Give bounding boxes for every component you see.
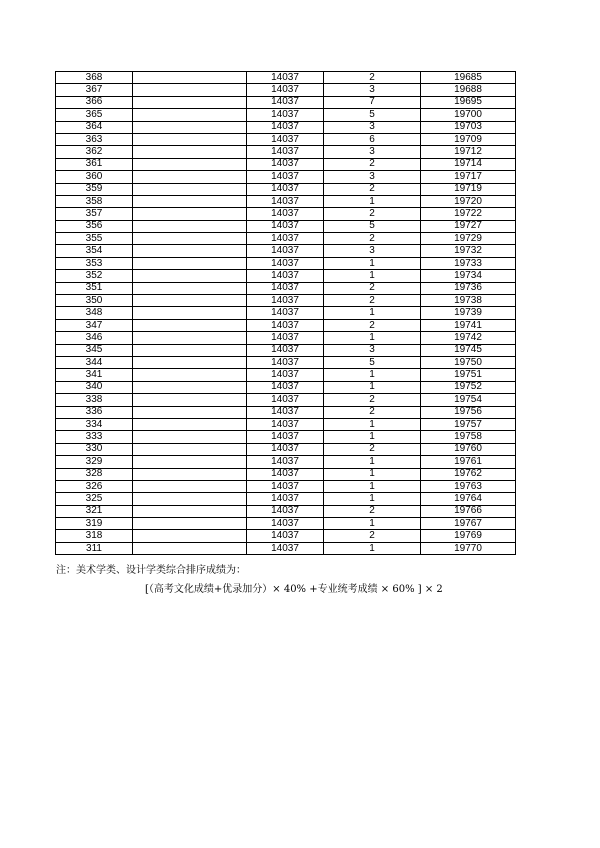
table-row bbox=[56, 418, 516, 430]
cumulative-cell: 19756 bbox=[421, 406, 516, 418]
cumulative-cell: 19752 bbox=[421, 381, 516, 393]
blank-cell bbox=[133, 518, 247, 530]
cumulative-cell: 19750 bbox=[421, 356, 516, 368]
cumulative-cell: 19703 bbox=[421, 121, 516, 133]
score-cell: 333 bbox=[56, 431, 133, 443]
cumulative-cell: 19763 bbox=[421, 480, 516, 492]
table-row bbox=[56, 295, 516, 307]
score-cell: 368 bbox=[56, 72, 133, 84]
cumulative-cell: 19769 bbox=[421, 530, 516, 542]
cumulative-cell: 19764 bbox=[421, 493, 516, 505]
count-cell: 1 bbox=[324, 480, 421, 492]
count-cell: 5 bbox=[324, 356, 421, 368]
plan-cell: 14037 bbox=[247, 233, 324, 245]
score-cell: 360 bbox=[56, 171, 133, 183]
cumulative-cell: 19760 bbox=[421, 443, 516, 455]
score-cell: 352 bbox=[56, 270, 133, 282]
cumulative-cell: 19738 bbox=[421, 295, 516, 307]
count-cell: 2 bbox=[324, 319, 421, 331]
plan-cell: 14037 bbox=[247, 406, 324, 418]
plan-cell: 14037 bbox=[247, 381, 324, 393]
blank-cell bbox=[133, 480, 247, 492]
blank-cell bbox=[133, 381, 247, 393]
count-cell: 1 bbox=[324, 493, 421, 505]
score-cell: 355 bbox=[56, 233, 133, 245]
cumulative-cell: 19734 bbox=[421, 270, 516, 282]
count-cell: 2 bbox=[324, 208, 421, 220]
table-row bbox=[56, 542, 516, 554]
score-cell: 328 bbox=[56, 468, 133, 480]
count-cell: 1 bbox=[324, 542, 421, 554]
count-cell: 3 bbox=[324, 146, 421, 158]
plan-cell: 14037 bbox=[247, 431, 324, 443]
plan-cell: 14037 bbox=[247, 208, 324, 220]
blank-cell bbox=[133, 319, 247, 331]
table-row bbox=[56, 344, 516, 356]
count-cell: 1 bbox=[324, 456, 421, 468]
blank-cell bbox=[133, 245, 247, 257]
plan-cell: 14037 bbox=[247, 72, 324, 84]
blank-cell bbox=[133, 369, 247, 381]
score-cell: 365 bbox=[56, 109, 133, 121]
count-cell: 1 bbox=[324, 369, 421, 381]
blank-cell bbox=[133, 344, 247, 356]
plan-cell: 14037 bbox=[247, 195, 324, 207]
blank-cell bbox=[133, 356, 247, 368]
blank-cell bbox=[133, 332, 247, 344]
score-cell: 357 bbox=[56, 208, 133, 220]
cumulative-cell: 19736 bbox=[421, 282, 516, 294]
score-cell: 362 bbox=[56, 146, 133, 158]
count-cell: 3 bbox=[324, 344, 421, 356]
table-row bbox=[56, 84, 516, 96]
table-row bbox=[56, 257, 516, 269]
table-row bbox=[56, 332, 516, 344]
score-cell: 359 bbox=[56, 183, 133, 195]
table-row bbox=[56, 171, 516, 183]
plan-cell: 14037 bbox=[247, 158, 324, 170]
blank-cell bbox=[133, 84, 247, 96]
count-cell: 1 bbox=[324, 518, 421, 530]
blank-cell bbox=[133, 530, 247, 542]
count-cell: 1 bbox=[324, 195, 421, 207]
count-cell: 2 bbox=[324, 295, 421, 307]
footnote-formula: [（高考文化成绩+优录加分）× 40% +专业统考成绩 × 60% ] × 2 bbox=[145, 584, 443, 595]
count-cell: 1 bbox=[324, 418, 421, 430]
plan-cell: 14037 bbox=[247, 282, 324, 294]
blank-cell bbox=[133, 418, 247, 430]
plan-cell: 14037 bbox=[247, 468, 324, 480]
score-cell: 366 bbox=[56, 96, 133, 108]
count-cell: 3 bbox=[324, 245, 421, 257]
blank-cell bbox=[133, 195, 247, 207]
blank-cell bbox=[133, 208, 247, 220]
table-row bbox=[56, 109, 516, 121]
plan-cell: 14037 bbox=[247, 394, 324, 406]
count-cell: 1 bbox=[324, 257, 421, 269]
plan-cell: 14037 bbox=[247, 270, 324, 282]
count-cell: 2 bbox=[324, 406, 421, 418]
table-row bbox=[56, 394, 516, 406]
score-cell: 319 bbox=[56, 518, 133, 530]
table-row bbox=[56, 505, 516, 517]
cumulative-cell: 19766 bbox=[421, 505, 516, 517]
table-row bbox=[56, 431, 516, 443]
count-cell: 1 bbox=[324, 381, 421, 393]
table-row bbox=[56, 146, 516, 158]
blank-cell bbox=[133, 406, 247, 418]
table-row bbox=[56, 121, 516, 133]
table-row bbox=[56, 456, 516, 468]
cumulative-cell: 19727 bbox=[421, 220, 516, 232]
score-cell: 326 bbox=[56, 480, 133, 492]
cumulative-cell: 19732 bbox=[421, 245, 516, 257]
score-cell: 353 bbox=[56, 257, 133, 269]
plan-cell: 14037 bbox=[247, 257, 324, 269]
cumulative-cell: 19758 bbox=[421, 431, 516, 443]
table-row bbox=[56, 480, 516, 492]
score-cell: 330 bbox=[56, 443, 133, 455]
plan-cell: 14037 bbox=[247, 96, 324, 108]
count-cell: 5 bbox=[324, 109, 421, 121]
plan-cell: 14037 bbox=[247, 480, 324, 492]
count-cell: 3 bbox=[324, 171, 421, 183]
table-row bbox=[56, 319, 516, 331]
blank-cell bbox=[133, 183, 247, 195]
cumulative-cell: 19770 bbox=[421, 542, 516, 554]
blank-cell bbox=[133, 542, 247, 554]
plan-cell: 14037 bbox=[247, 456, 324, 468]
count-cell: 1 bbox=[324, 468, 421, 480]
score-cell: 334 bbox=[56, 418, 133, 430]
plan-cell: 14037 bbox=[247, 344, 324, 356]
table-row bbox=[56, 208, 516, 220]
count-cell: 2 bbox=[324, 443, 421, 455]
score-cell: 350 bbox=[56, 295, 133, 307]
count-cell: 2 bbox=[324, 530, 421, 542]
score-cell: 354 bbox=[56, 245, 133, 257]
blank-cell bbox=[133, 456, 247, 468]
cumulative-cell: 19695 bbox=[421, 96, 516, 108]
blank-cell bbox=[133, 133, 247, 145]
blank-cell bbox=[133, 295, 247, 307]
plan-cell: 14037 bbox=[247, 295, 324, 307]
count-cell: 2 bbox=[324, 394, 421, 406]
plan-cell: 14037 bbox=[247, 183, 324, 195]
score-table-body bbox=[56, 72, 516, 555]
blank-cell bbox=[133, 121, 247, 133]
blank-cell bbox=[133, 307, 247, 319]
plan-cell: 14037 bbox=[247, 530, 324, 542]
blank-cell bbox=[133, 443, 247, 455]
score-cell: 346 bbox=[56, 332, 133, 344]
table-row bbox=[56, 468, 516, 480]
blank-cell bbox=[133, 158, 247, 170]
cumulative-cell: 19700 bbox=[421, 109, 516, 121]
count-cell: 7 bbox=[324, 96, 421, 108]
score-cell: 361 bbox=[56, 158, 133, 170]
table-row bbox=[56, 158, 516, 170]
score-cell: 345 bbox=[56, 344, 133, 356]
cumulative-cell: 19754 bbox=[421, 394, 516, 406]
score-cell: 348 bbox=[56, 307, 133, 319]
cumulative-cell: 19685 bbox=[421, 72, 516, 84]
table-row bbox=[56, 245, 516, 257]
plan-cell: 14037 bbox=[247, 84, 324, 96]
blank-cell bbox=[133, 257, 247, 269]
plan-cell: 14037 bbox=[247, 109, 324, 121]
count-cell: 1 bbox=[324, 270, 421, 282]
blank-cell bbox=[133, 468, 247, 480]
blank-cell bbox=[133, 282, 247, 294]
blank-cell bbox=[133, 394, 247, 406]
table-row bbox=[56, 381, 516, 393]
plan-cell: 14037 bbox=[247, 220, 324, 232]
score-table bbox=[55, 71, 516, 555]
plan-cell: 14037 bbox=[247, 493, 324, 505]
table-row bbox=[56, 195, 516, 207]
table-row bbox=[56, 96, 516, 108]
table-row bbox=[56, 369, 516, 381]
blank-cell bbox=[133, 431, 247, 443]
blank-cell bbox=[133, 146, 247, 158]
score-cell: 347 bbox=[56, 319, 133, 331]
table-row bbox=[56, 307, 516, 319]
score-cell: 325 bbox=[56, 493, 133, 505]
score-cell: 336 bbox=[56, 406, 133, 418]
cumulative-cell: 19714 bbox=[421, 158, 516, 170]
plan-cell: 14037 bbox=[247, 245, 324, 257]
table-row bbox=[56, 270, 516, 282]
table-row bbox=[56, 233, 516, 245]
cumulative-cell: 19729 bbox=[421, 233, 516, 245]
cumulative-cell: 19709 bbox=[421, 133, 516, 145]
cumulative-cell: 19739 bbox=[421, 307, 516, 319]
plan-cell: 14037 bbox=[247, 542, 324, 554]
score-cell: 340 bbox=[56, 381, 133, 393]
cumulative-cell: 19745 bbox=[421, 344, 516, 356]
table-row bbox=[56, 518, 516, 530]
count-cell: 2 bbox=[324, 72, 421, 84]
blank-cell bbox=[133, 96, 247, 108]
score-cell: 367 bbox=[56, 84, 133, 96]
cumulative-cell: 19761 bbox=[421, 456, 516, 468]
plan-cell: 14037 bbox=[247, 505, 324, 517]
cumulative-cell: 19767 bbox=[421, 518, 516, 530]
count-cell: 3 bbox=[324, 84, 421, 96]
score-cell: 358 bbox=[56, 195, 133, 207]
table-row bbox=[56, 443, 516, 455]
table-row bbox=[56, 72, 516, 84]
plan-cell: 14037 bbox=[247, 146, 324, 158]
score-cell: 356 bbox=[56, 220, 133, 232]
plan-cell: 14037 bbox=[247, 356, 324, 368]
count-cell: 2 bbox=[324, 282, 421, 294]
score-cell: 363 bbox=[56, 133, 133, 145]
count-cell: 2 bbox=[324, 183, 421, 195]
count-cell: 1 bbox=[324, 307, 421, 319]
blank-cell bbox=[133, 505, 247, 517]
cumulative-cell: 19717 bbox=[421, 171, 516, 183]
count-cell: 2 bbox=[324, 233, 421, 245]
table-row bbox=[56, 183, 516, 195]
score-cell: 344 bbox=[56, 356, 133, 368]
cumulative-cell: 19688 bbox=[421, 84, 516, 96]
cumulative-cell: 19757 bbox=[421, 418, 516, 430]
plan-cell: 14037 bbox=[247, 319, 324, 331]
cumulative-cell: 19712 bbox=[421, 146, 516, 158]
plan-cell: 14037 bbox=[247, 133, 324, 145]
score-cell: 351 bbox=[56, 282, 133, 294]
table-row bbox=[56, 356, 516, 368]
score-cell: 338 bbox=[56, 394, 133, 406]
table-row bbox=[56, 493, 516, 505]
plan-cell: 14037 bbox=[247, 121, 324, 133]
table-row bbox=[56, 220, 516, 232]
table-row bbox=[56, 282, 516, 294]
plan-cell: 14037 bbox=[247, 171, 324, 183]
blank-cell bbox=[133, 109, 247, 121]
score-cell: 329 bbox=[56, 456, 133, 468]
plan-cell: 14037 bbox=[247, 332, 324, 344]
count-cell: 3 bbox=[324, 121, 421, 133]
table-row bbox=[56, 133, 516, 145]
score-cell: 311 bbox=[56, 542, 133, 554]
blank-cell bbox=[133, 171, 247, 183]
table-row bbox=[56, 530, 516, 542]
score-cell: 321 bbox=[56, 505, 133, 517]
cumulative-cell: 19720 bbox=[421, 195, 516, 207]
plan-cell: 14037 bbox=[247, 443, 324, 455]
blank-cell bbox=[133, 270, 247, 282]
blank-cell bbox=[133, 493, 247, 505]
cumulative-cell: 19762 bbox=[421, 468, 516, 480]
count-cell: 2 bbox=[324, 158, 421, 170]
footnote-label: 注：美术学类、设计学类综合排序成绩为： bbox=[56, 565, 246, 576]
score-cell: 318 bbox=[56, 530, 133, 542]
score-cell: 341 bbox=[56, 369, 133, 381]
cumulative-cell: 19733 bbox=[421, 257, 516, 269]
cumulative-cell: 19742 bbox=[421, 332, 516, 344]
blank-cell bbox=[133, 233, 247, 245]
blank-cell bbox=[133, 72, 247, 84]
cumulative-cell: 19722 bbox=[421, 208, 516, 220]
cumulative-cell: 19719 bbox=[421, 183, 516, 195]
count-cell: 1 bbox=[324, 332, 421, 344]
count-cell: 5 bbox=[324, 220, 421, 232]
cumulative-cell: 19741 bbox=[421, 319, 516, 331]
count-cell: 6 bbox=[324, 133, 421, 145]
count-cell: 1 bbox=[324, 431, 421, 443]
plan-cell: 14037 bbox=[247, 518, 324, 530]
blank-cell bbox=[133, 220, 247, 232]
count-cell: 2 bbox=[324, 505, 421, 517]
cumulative-cell: 19751 bbox=[421, 369, 516, 381]
plan-cell: 14037 bbox=[247, 418, 324, 430]
score-cell: 364 bbox=[56, 121, 133, 133]
plan-cell: 14037 bbox=[247, 369, 324, 381]
plan-cell: 14037 bbox=[247, 307, 324, 319]
table-row bbox=[56, 406, 516, 418]
